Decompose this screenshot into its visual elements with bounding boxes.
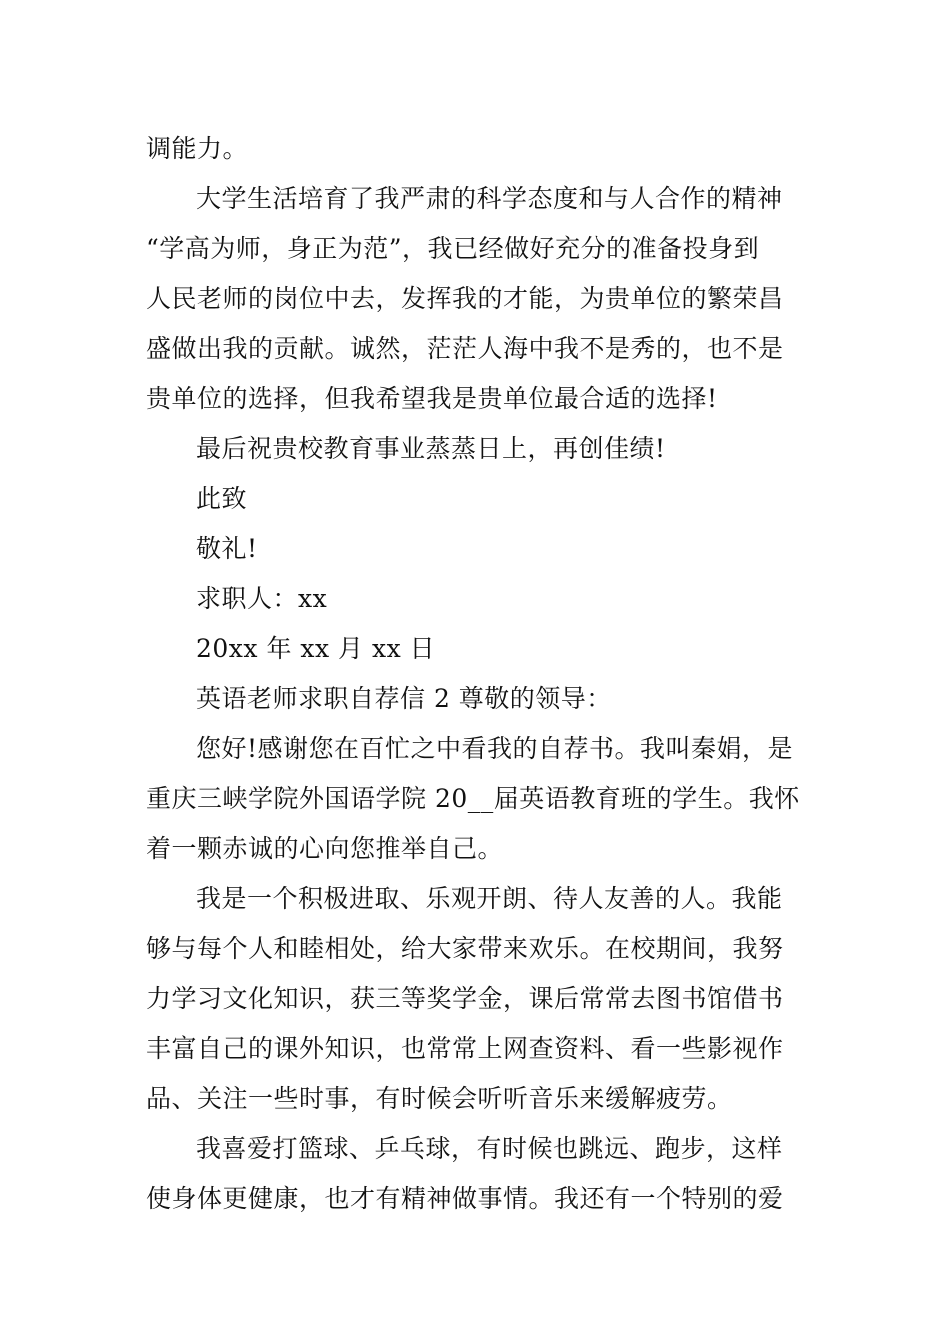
text-line: 品、关注一些时事，有时候会听听音乐来缓解疲劳。 xyxy=(146,1084,733,1113)
text-line: 重庆三峡学院外国语学院 20__届英语教育班的学生。我怀 xyxy=(146,784,800,813)
text-line: 贵单位的选择，但我希望我是贵单位最合适的选择! xyxy=(146,384,718,413)
text-line: 20xx 年 xx 月 xx 日 xyxy=(196,634,436,663)
text-line: 着一颗赤诚的心向您推举自己。 xyxy=(146,834,504,863)
text-line: 力学习文化知识，获三等奖学金，课后常常去图书馆借书 xyxy=(146,984,784,1013)
text-line: 我是一个积极进取、乐观开朗、待人友善的人。我能 xyxy=(196,884,783,913)
text-line: 盛做出我的贡献。诚然，茫茫人海中我不是秀的，也不是 xyxy=(146,334,784,363)
text-line: 使身体更健康，也才有精神做事情。我还有一个特别的爱 xyxy=(146,1184,784,1213)
text-line: 求职人：xx xyxy=(196,584,328,613)
text-line: 调能力。 xyxy=(146,134,249,163)
text-line: 大学生活培育了我严肃的科学态度和与人合作的精神 xyxy=(196,184,783,213)
text-line: 人民老师的岗位中去，发挥我的才能，为贵单位的繁荣昌 xyxy=(146,284,784,313)
text-line: “学高为师，身正为范”，我已经做好充分的准备投身到 xyxy=(146,234,760,263)
text-line: 敬礼! xyxy=(196,534,258,563)
text-line: 英语老师求职自荐信 2 尊敬的领导： xyxy=(196,684,612,713)
text-line: 丰富自己的课外知识，也常常上网查资料、看一些影视作 xyxy=(146,1034,784,1063)
text-line: 此致 xyxy=(196,484,248,513)
text-line: 最后祝贵校教育事业蒸蒸日上，再创佳绩! xyxy=(196,434,666,463)
text-line: 我喜爱打篮球、乒乓球，有时候也跳远、跑步，这样 xyxy=(196,1134,783,1163)
text-line: 够与每个人和睦相处，给大家带来欢乐。在校期间，我努 xyxy=(146,934,784,963)
text-line: 您好!感谢您在百忙之中看我的自荐书。我叫秦娟，是 xyxy=(196,734,794,763)
